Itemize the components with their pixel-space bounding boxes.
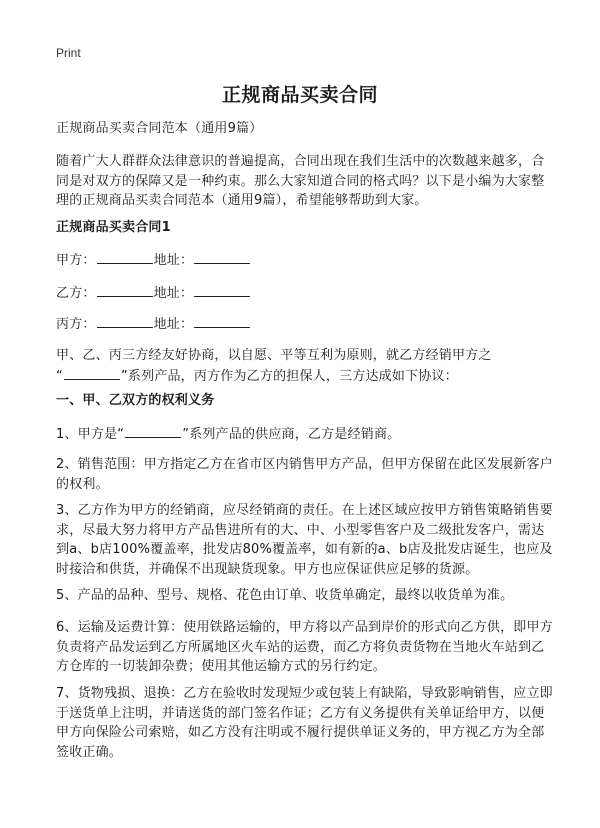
item-5: 5、产品的品种、型号、规格、花色由订单、收货单确定，最终以收货单为准。: [56, 588, 514, 603]
print-link[interactable]: Print: [56, 46, 81, 60]
party-b-address-label: 地址：: [153, 286, 194, 301]
quote-open: “: [56, 368, 63, 384]
item-1-pre: 1、甲方是: [56, 427, 118, 442]
party-b-address-blank: [194, 283, 250, 297]
section1-title: 正规商品买卖合同1: [56, 220, 171, 235]
party-c-address-label: 地址：: [153, 317, 194, 332]
item-7: 7、货物残损、退换：乙方在验收时发现短少或包装上有缺陷，导致影响销售，应立即于送货单上注明，并请送货的部门签名作证；乙方有义务提供有关单证给甲方，以便甲方向保险公司索赔，如乙方没有注明或不履行提供单证义务的，甲方视乙方为全部签收正确。: [56, 686, 553, 760]
item-1-post: 系列产品的供应商，乙方是经销商。: [189, 427, 401, 442]
party-a-line: [56, 250, 556, 271]
item-1-blank: [125, 424, 181, 438]
item-1-quote-open: “: [117, 427, 125, 442]
party-a-label: 甲方：: [56, 253, 96, 268]
item-3: 3、乙方作为甲方的经销商，应尽经销商的责任。在上述区域应按甲方销售策略销售要求，尽最大努力将甲方产品售进所有的大、中、小型零售客户及二级批发客户，需达到a、b店100%覆盖率，批发店80%覆盖率，如有新的a、b店及批发店诞生，也应及时接洽和供货，并确保不出现缺货现象。甲方也应保证供应足够的货源。: [56, 503, 553, 577]
agreement-pre: 甲、乙、丙三方经友好协商，以自愿、平等互利为原则，就乙方经销甲方之: [56, 348, 492, 363]
party-c-blank: [97, 314, 153, 328]
party-b-line: [56, 283, 556, 304]
heading-rights-obligations: 一、甲、乙双方的权利义务: [56, 393, 215, 408]
item-1-quote-close: ”: [182, 427, 190, 442]
document-title: 正规商品买卖合同: [221, 84, 378, 106]
product-blank: [64, 366, 120, 380]
party-b-label: 乙方：: [56, 286, 96, 301]
item-2: 2、销售范围：甲方指定乙方在省市区内销售甲方产品，但甲方保留在此区发展新客户的权利。: [56, 457, 553, 492]
party-a-blank: [97, 250, 153, 264]
agreement-post: 系列产品，丙方作为乙方的担保人，三方达成如下协议：: [127, 368, 458, 384]
item-1: [56, 424, 556, 445]
party-c-label: 丙方：: [56, 317, 96, 332]
party-c-line: [56, 314, 556, 335]
agreement-paragraph: [56, 346, 556, 386]
item-6: 6、运输及运费计算：使用铁路运输的，甲方将以产品到岸价的形式向乙方供，即甲方负责将产品发运到乙方所属地区火车站的运费，而乙方将负责货物在当地火车站到乙方仓库的一切装卸杂费；使用其他运输方式的另行约定。: [56, 620, 553, 674]
quote-close: ”: [120, 368, 128, 384]
document-subtitle: 正规商品买卖合同范本（通用9篇）: [56, 121, 263, 136]
intro-paragraph: 随着广大人群群众法律意识的普遍提高，合同出现在我们生活中的次数越来越多，合同是对双方的保障又是一种约束。那么大家知道合同的格式吗？以下是小编为大家整理的正规商品买卖合同范本（通用9篇），希望能够帮助到大家。: [56, 154, 545, 208]
party-a-address-blank: [194, 250, 250, 264]
party-b-blank: [97, 283, 153, 297]
party-a-address-label: 地址：: [153, 253, 194, 268]
party-c-address-blank: [194, 314, 250, 328]
